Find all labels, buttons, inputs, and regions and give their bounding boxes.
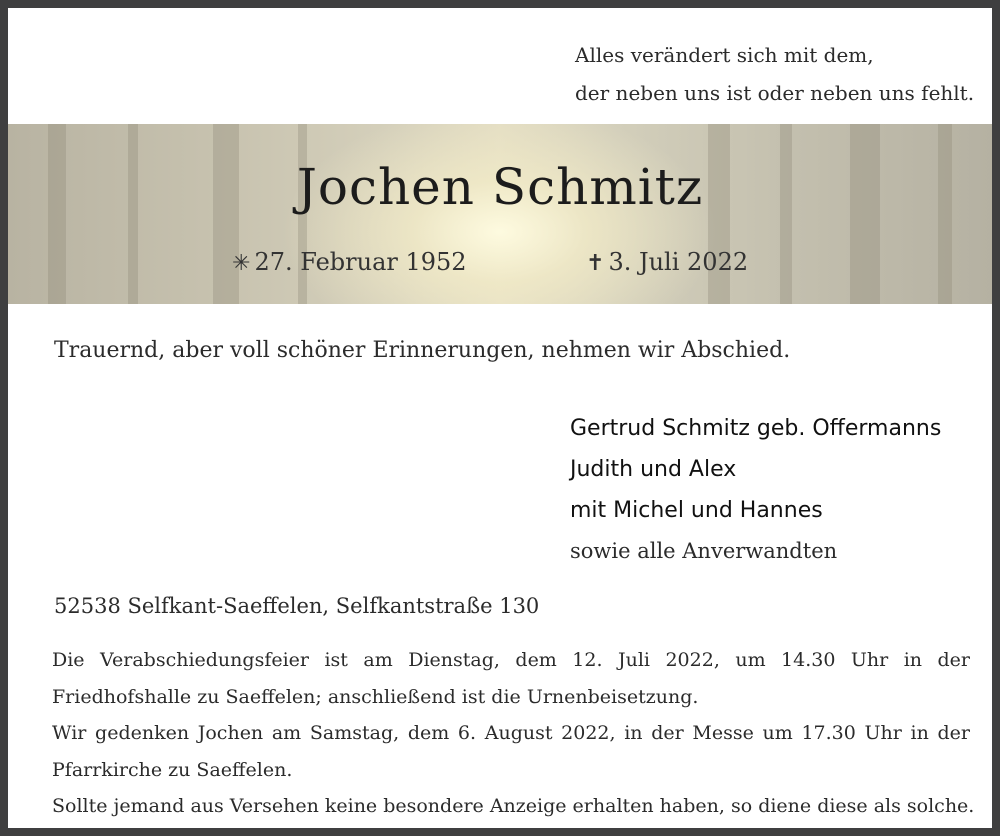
details-line: Wir gedenken Jochen am Samstag, dem 6. August 2022, in der Messe um 17.30 Uhr in der bbox=[52, 722, 970, 744]
death-date bbox=[586, 248, 748, 276]
death-cross-icon: ✝ bbox=[586, 251, 605, 276]
memorial-quote bbox=[575, 36, 995, 112]
forest-banner bbox=[8, 124, 992, 304]
mourners-list bbox=[570, 408, 990, 571]
birth-date-text: 27. Februar 1952 bbox=[254, 248, 467, 276]
mourner-line: Judith und Alex bbox=[570, 457, 737, 482]
address: 52538 Selfkant-Saeffelen, Selfkantstraße 130 bbox=[54, 594, 540, 618]
details-line: Die Verabschiedungsfeier ist am Dienstag, dem 12. Juli 2022, um 14.30 Uhr in der bbox=[52, 649, 970, 671]
details-line: Pfarrkirche zu Saeffelen. bbox=[52, 758, 293, 781]
birth-star-icon: ✳ bbox=[232, 251, 251, 276]
intro-text: Trauernd, aber voll schöner Erinnerungen, nehmen wir Abschied. bbox=[54, 338, 791, 363]
quote-line-1: Alles verändert sich mit dem, bbox=[575, 43, 874, 67]
birth-date bbox=[232, 248, 467, 276]
mourner-line: Gertrud Schmitz geb. Offermanns bbox=[570, 416, 942, 441]
mourner-line: mit Michel und Hannes bbox=[570, 498, 823, 523]
details-line: Sollte jemand aus Versehen keine besondere Anzeige erhalten haben, so diene diese als solche. bbox=[52, 795, 975, 817]
relatives-line: sowie alle Anverwandten bbox=[570, 539, 838, 563]
quote-line-2: der neben uns ist oder neben uns fehlt. bbox=[575, 81, 975, 105]
details-line: Friedhofshalle zu Saeffelen; anschließend ist die Urnenbeisetzung. bbox=[52, 685, 699, 708]
deceased-name: Jochen Schmitz bbox=[296, 158, 704, 216]
ceremony-details bbox=[52, 642, 975, 825]
death-date-text: 3. Juli 2022 bbox=[608, 248, 749, 276]
